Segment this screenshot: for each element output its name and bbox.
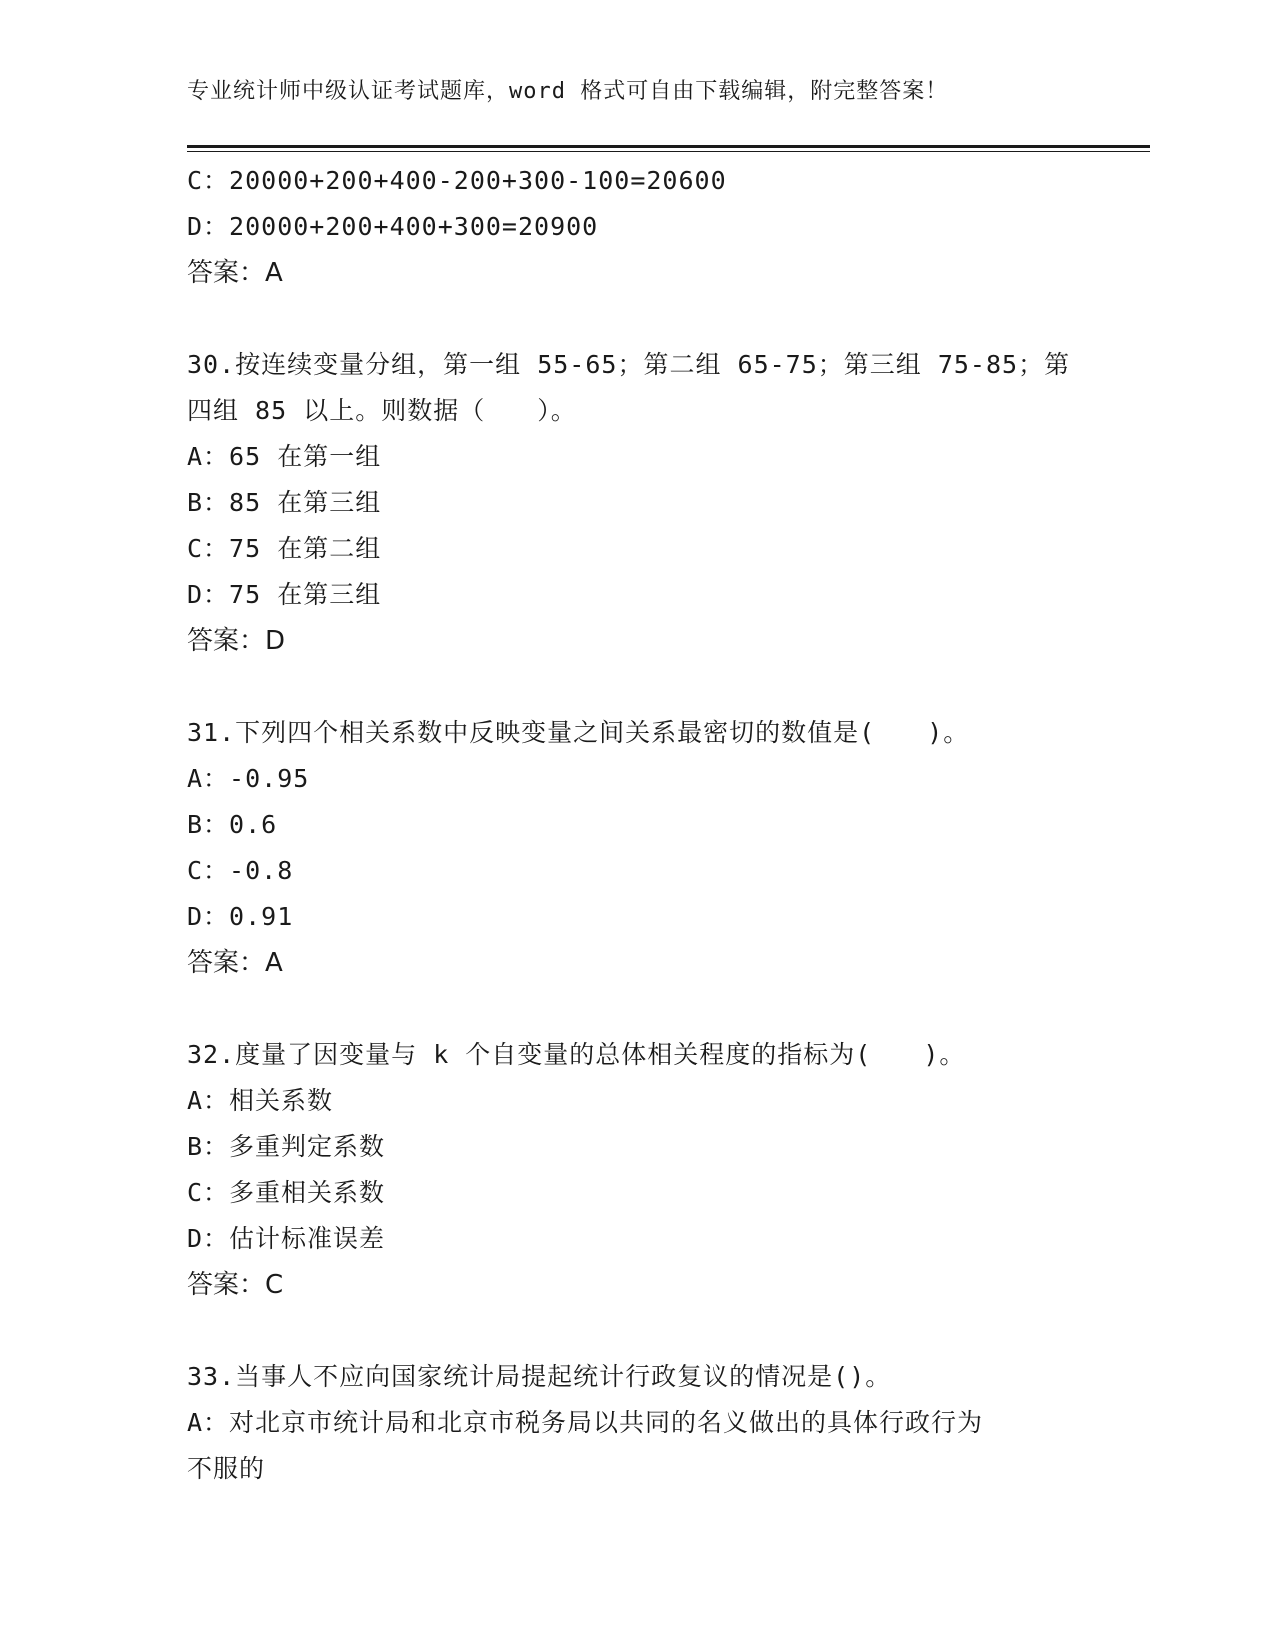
page-header: 专业统计师中级认证考试题库，word 格式可自由下载编辑，附完整答案！ xyxy=(187,79,949,104)
option-a-continued: 不服的 xyxy=(187,1454,266,1483)
option-d: D：估计标准误差 xyxy=(187,1224,386,1253)
answer-line: 答案：A xyxy=(187,948,283,978)
option-a: A：-0.95 xyxy=(187,764,310,793)
answer-line: 答案：D xyxy=(187,626,286,656)
question-text: 32.度量了因变量与 k 个自变量的总体相关程度的指标为( )。 xyxy=(187,1040,966,1069)
question-31 xyxy=(187,710,1087,986)
option-a: A：65 在第一组 xyxy=(187,442,382,471)
option-a: A：对北京市统计局和北京市税务局以共同的名义做出的具体行政行为 xyxy=(187,1408,984,1437)
option-c: C：多重相关系数 xyxy=(187,1178,386,1207)
question-text: 31.下列四个相关系数中反映变量之间关系最密切的数值是( )。 xyxy=(187,718,970,747)
option-b: B：85 在第三组 xyxy=(187,488,382,517)
option-d: D：20000+200+400+300=20900 xyxy=(187,212,599,241)
question-33 xyxy=(187,1354,1087,1492)
question-32 xyxy=(187,1032,1087,1308)
header-rule-thick xyxy=(187,145,1150,148)
question-text: 四组 85 以上。则数据（ ）。 xyxy=(187,396,577,425)
option-a: A：相关系数 xyxy=(187,1086,334,1115)
answer-line: 答案：C xyxy=(187,1270,284,1300)
question-text: 33.当事人不应向国家统计局提起统计行政复议的情况是()。 xyxy=(187,1362,892,1391)
option-c: C：75 在第二组 xyxy=(187,534,382,563)
option-c: C：-0.8 xyxy=(187,856,294,885)
question-content xyxy=(187,158,1087,1492)
header-rule-thin xyxy=(187,151,1150,152)
question-text: 30.按连续变量分组，第一组 55-65；第二组 65-75；第三组 75-85；第 xyxy=(187,350,1071,379)
option-b: B：多重判定系数 xyxy=(187,1132,386,1161)
option-c: C：20000+200+400-200+300-100=20600 xyxy=(187,166,727,195)
option-d: D：75 在第三组 xyxy=(187,580,382,609)
answer-line: 答案：A xyxy=(187,258,283,288)
option-d: D：0.91 xyxy=(187,902,294,931)
option-b: B：0.6 xyxy=(187,810,278,839)
question-30 xyxy=(187,342,1087,664)
